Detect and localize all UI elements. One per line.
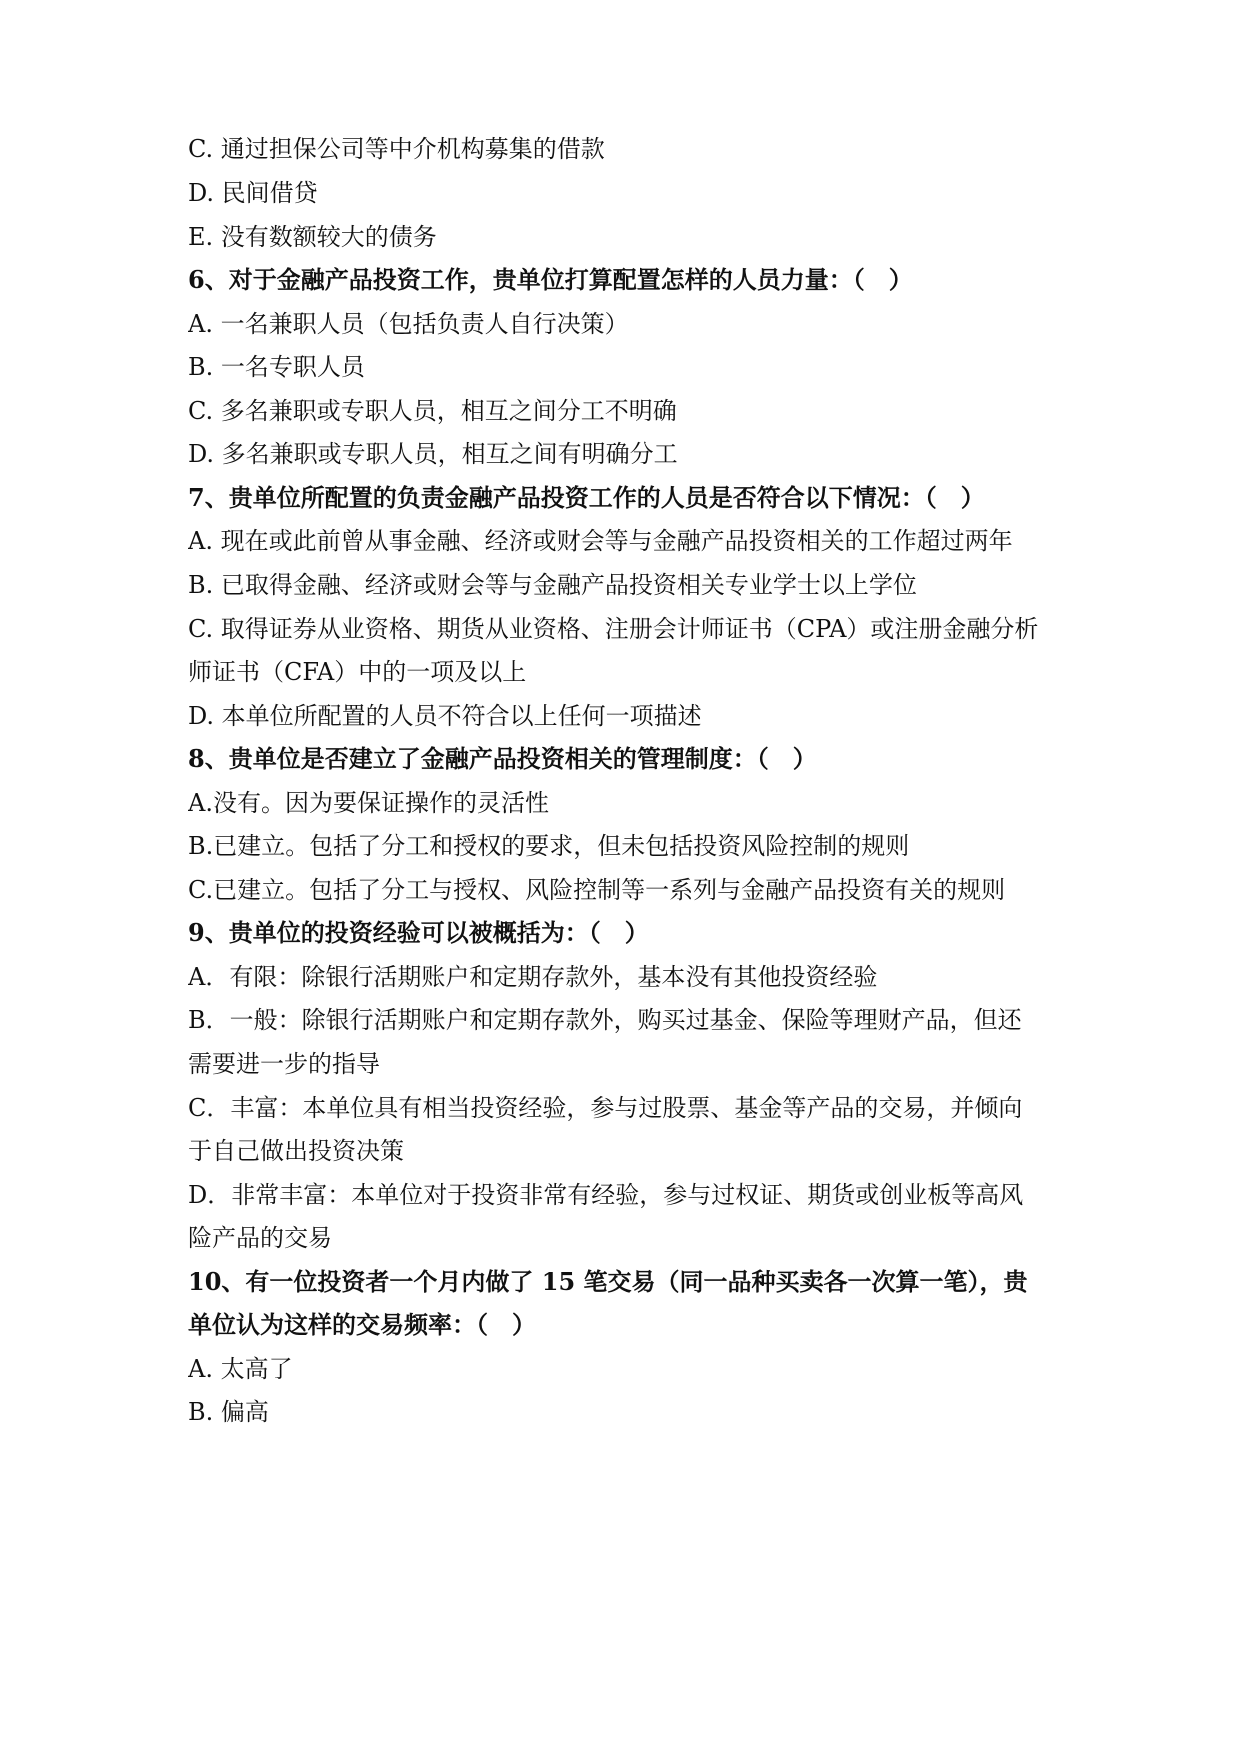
question-10-cont: 单位认为这样的交易频率：（ ） <box>188 1311 536 1339</box>
option-7b: B. 已取得金融、经济或财会等与金融产品投资相关专业学士以上学位 <box>188 571 917 599</box>
option-9d-cont: 险产品的交易 <box>188 1224 332 1252</box>
option-7c: C. 取得证券从业资格、期货从业资格、注册会计师证书（CPA）或注册金融分析 <box>188 615 1039 643</box>
question-10: 10、有一位投资者一个月内做了 15 笔交易（同一品种买卖各一次算一笔），贵 <box>188 1268 1028 1296</box>
option-5e: E. 没有数额较大的债务 <box>188 223 437 251</box>
question-6: 6、对于金融产品投资工作，贵单位打算配置怎样的人员力量：（ ） <box>188 266 913 294</box>
option-5d: D. 民间借贷 <box>188 179 318 207</box>
option-7a: A. 现在或此前曾从事金融、经济或财会等与金融产品投资相关的工作超过两年 <box>188 527 1013 555</box>
option-7c-cont: 师证书（CFA）中的一项及以上 <box>188 658 527 686</box>
option-6b: B. 一名专职人员 <box>188 353 365 381</box>
option-10b: B. 偏高 <box>188 1398 269 1426</box>
option-9c: C．丰富：本单位具有相当投资经验，参与过股票、基金等产品的交易，并倾向 <box>188 1094 1023 1122</box>
option-9b-cont: 需要进一步的指导 <box>188 1050 380 1078</box>
option-8a: A.没有。因为要保证操作的灵活性 <box>188 789 549 817</box>
option-9b: B．一般：除银行活期账户和定期存款外，购买过基金、保险等理财产品，但还 <box>188 1006 1022 1034</box>
option-6d: D. 多名兼职或专职人员，相互之间有明确分工 <box>188 440 678 468</box>
option-10a: A. 太高了 <box>188 1355 293 1383</box>
option-5c: C. 通过担保公司等中介机构募集的借款 <box>188 135 605 163</box>
option-9a: A．有限：除银行活期账户和定期存款外，基本没有其他投资经验 <box>188 963 878 991</box>
option-8c: C.已建立。包括了分工与授权、风险控制等一系列与金融产品投资有关的规则 <box>188 876 1006 904</box>
option-6a: A. 一名兼职人员（包括负责人自行决策） <box>188 310 629 338</box>
option-9d: D．非常丰富：本单位对于投资非常有经验，参与过权证、期货或创业板等高风 <box>188 1181 1024 1209</box>
option-6c: C. 多名兼职或专职人员，相互之间分工不明确 <box>188 397 677 425</box>
question-9: 9、贵单位的投资经验可以被概括为：（ ） <box>188 919 649 947</box>
question-8: 8、贵单位是否建立了金融产品投资相关的管理制度：（ ） <box>188 745 817 773</box>
option-7d: D. 本单位所配置的人员不符合以上任何一项描述 <box>188 702 702 730</box>
option-9c-cont: 于自己做出投资决策 <box>188 1137 404 1165</box>
option-8b: B.已建立。包括了分工和授权的要求，但未包括投资风险控制的规则 <box>188 832 910 860</box>
question-7: 7、贵单位所配置的负责金融产品投资工作的人员是否符合以下情况：（ ） <box>188 484 985 512</box>
